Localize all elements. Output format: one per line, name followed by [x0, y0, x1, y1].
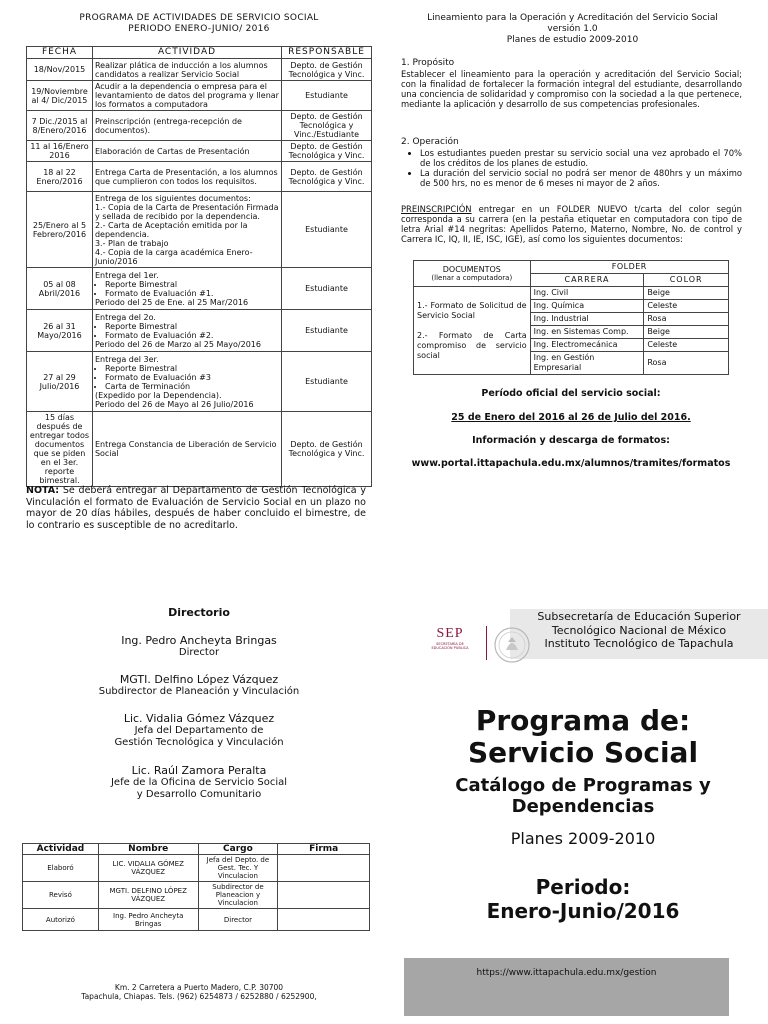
actividad-cell	[92, 268, 281, 310]
folder-header: FOLDER	[530, 261, 728, 274]
cover-planes: Planes 2009-2010	[510, 829, 656, 848]
actividad-cell: Autorizó	[23, 909, 99, 931]
proposito-section	[401, 58, 742, 109]
institution-header	[510, 610, 768, 651]
person-name: MGTI. Delfino López Vázquez	[119, 673, 279, 686]
folder-table	[413, 260, 729, 375]
color-cell: Celeste	[644, 339, 729, 352]
actividad-tail: Periodo del 26 de Marzo al 25 Mayo/2016	[94, 339, 261, 349]
table-row	[23, 882, 370, 909]
header-responsable: RESPONSABLE	[282, 47, 372, 59]
person-role: Jefe de la Oficina de Servicio Social	[110, 777, 287, 788]
cover-title-line1: Programa de:	[475, 704, 691, 737]
cover-periodo	[398, 875, 768, 923]
actividad-cell: Elaboración de Cartas de Presentación	[92, 141, 281, 162]
person-name: Ing. Pedro Ancheyta Bringas	[121, 634, 277, 647]
actividad-cell: Elaboró	[23, 855, 99, 882]
mexico-coat-of-arms-icon	[492, 624, 532, 666]
address	[26, 983, 372, 1001]
firma-cell	[278, 882, 370, 909]
color-cell: Celeste	[644, 300, 729, 313]
person-role: Gestión Tecnológica y Vinculación	[114, 737, 284, 748]
nota-text: Se deberá entregar al Departamento de Gestión Tecnológica y Vinculación el formato de Evaluación de Servicio Social en un plazo no mayor de 20 días hábiles, después de haber concluido el bimestre, de lo contrario es susceptible de no acreditarlo.	[26, 485, 366, 531]
proposito-title: 1. Propósito	[401, 58, 455, 68]
actividad-cell: Realizar plática de inducción a los alumnos candidatos a realizar Servicio Social	[92, 59, 281, 81]
directorio-title: Directorio	[168, 606, 230, 619]
actividad-line: 4.- Copia de la carga académica Enero-Junio/2016	[94, 247, 253, 266]
sep-logo-sub2: EDUCACIÓN PÚBLICA	[431, 646, 469, 650]
actividad-cell: Entrega Carta de Presentación, a los alumnos que cumplieron con todos los requisitos.	[92, 162, 281, 192]
actividad-bullets	[95, 364, 279, 391]
lineamiento-title-line3: Planes de estudio 2009-2010	[506, 35, 639, 45]
table-header-row	[23, 844, 370, 855]
responsable-cell: Estudiante	[282, 192, 372, 268]
preinscripcion-text: entregar en un FOLDER NUEVO t/carta del color según corresponda a su carrera (en la pestaña etiquetar en computadora con tipo de letra Arial #14 negritas: Apellidos Paterno, Materno, Nombre, No. de control y Carrera IC, IQ, II, IE, ISC, IGE), así como los siguientes documentos:	[401, 204, 742, 244]
directorio-person	[26, 712, 372, 749]
table-row	[27, 111, 372, 141]
actividad-cell: Revisó	[23, 882, 99, 909]
fecha-cell: 25/Enero al 5 Febrero/2016	[27, 192, 93, 268]
sep-logo-text: SEP	[436, 626, 464, 641]
fecha-cell: 26 al 31 Mayo/2016	[27, 310, 93, 352]
table-row	[27, 141, 372, 162]
table-row	[27, 81, 372, 111]
nombre-cell: LIC. VIDALIA GÓMEZ VÁZQUEZ	[98, 855, 198, 882]
carrera-cell: Ing. en Gestión Empresarial	[530, 352, 644, 375]
directorio-person	[26, 673, 372, 698]
fecha-cell: 19/Noviembre al 4/ Dic/2015	[27, 81, 93, 111]
fecha-cell: 18/Nov/2015	[27, 59, 93, 81]
lineamiento-title-line2: versión 1.0	[547, 24, 598, 34]
actividad-tail: (Expedido por la Dependencia).	[94, 390, 222, 400]
actividad-bullets	[95, 322, 279, 340]
periodo-oficial-label: Período oficial del servicio social:	[481, 388, 661, 399]
carrera-header: CARRERA	[530, 274, 644, 287]
footer-url[interactable]: https://www.ittapachula.edu.mx/gestion	[476, 968, 657, 978]
address-line2: Tapachula, Chiapas. Tels. (962) 6254873 / 6252880 / 6252900,	[81, 992, 317, 1001]
directorio-person	[26, 634, 372, 659]
carrera-cell: Ing. Electromecánica	[530, 339, 644, 352]
carrera-cell: Ing. Industrial	[530, 313, 644, 326]
docs-header	[414, 261, 531, 287]
cargo-cell: Jefa del Depto. de Gest. Tec. Y Vinculacion	[198, 855, 278, 882]
table-row	[23, 855, 370, 882]
cover-title-line2: Servicio Social	[467, 736, 699, 769]
doc-1: 1.- Formato de Solicitud de Servicio Social	[417, 300, 527, 320]
actividad-cell	[92, 310, 281, 352]
header-actividad: Actividad	[23, 844, 99, 855]
responsable-cell: Depto. de Gestión Tecnológica y Vinc.	[282, 141, 372, 162]
actividad-tail: Periodo del 26 de Mayo al 26 Julio/2016	[94, 399, 254, 409]
cargo-cell: Subdirector de Planeacion y Vinculacion	[198, 882, 278, 909]
operacion-bullets	[401, 148, 742, 188]
person-role: y Desarrollo Comunitario	[136, 789, 262, 800]
firma-table	[22, 843, 370, 931]
table-header-row	[27, 47, 372, 59]
person-role: Director	[178, 647, 220, 658]
institution-line2: Tecnológico Nacional de México	[551, 623, 727, 637]
address-line1: Km. 2 Carretera a Puerto Madero, C.P. 30700	[114, 983, 284, 992]
sep-logo-sub1: SECRETARÍA DE	[436, 642, 464, 646]
color-header: COLOR	[644, 274, 729, 287]
proposito-text: Establecer el lineamiento para la operación y acreditación del Servicio Social; con la finalidad de fortalecer la formación integral del estudiante, desarrollando una conciencia de solidaridad y compromiso con la sociedad a la que pertenece, mediante la aplicación y desarrollo de sus competencias profesionales.	[401, 69, 742, 109]
list-item: • Formato de Evaluación #1.	[105, 289, 279, 298]
header-cargo: Cargo	[198, 844, 278, 855]
responsable-cell: Depto. de Gestión Tecnológica y Vinc.	[282, 162, 372, 192]
list-item: • Formato de Evaluación #2.	[105, 331, 279, 340]
fecha-cell: 05 al 08 Abril/2016	[27, 268, 93, 310]
header-fecha: FECHA	[27, 47, 93, 59]
periodo-oficial-value: 25 de Enero del 2016 al 26 de Julio del 2016.	[451, 412, 691, 423]
sep-logo-sub	[415, 642, 485, 650]
operacion-title: 2. Operación	[401, 137, 459, 147]
lineamiento-title	[400, 13, 745, 46]
info-url[interactable]: www.portal.ittapachula.edu.mx/alumnos/tramites/formatos	[411, 458, 731, 469]
actividad-line: 3.- Plan de trabajo	[94, 238, 169, 248]
logo-divider	[486, 626, 487, 660]
responsable-cell: Estudiante	[282, 352, 372, 412]
cargo-cell: Director	[198, 909, 278, 931]
fecha-cell: 11 al 16/Enero 2016	[27, 141, 93, 162]
fecha-cell: 18 al 22 Enero/2016	[27, 162, 93, 192]
nota-label: NOTA:	[26, 485, 60, 496]
firma-cell	[278, 855, 370, 882]
info-label: Información y descarga de formatos:	[472, 435, 670, 446]
institution-line1: Subsecretaría de Educación Superior	[537, 610, 741, 623]
actividad-line: Entrega de los siguientes documentos:	[94, 193, 251, 203]
cover-subtitle-line2: Dependencias	[511, 796, 655, 817]
nota-paragraph	[26, 485, 366, 531]
color-cell: Rosa	[644, 352, 729, 375]
color-cell: Beige	[644, 287, 729, 300]
carrera-cell: Ing. Civil	[530, 287, 644, 300]
list-item: • Reporte Bimestral	[105, 280, 279, 289]
header-nombre: Nombre	[98, 844, 198, 855]
fecha-cell: 7 Dic./2015 al 8/Enero/2016	[27, 111, 93, 141]
nombre-cell: MGTI. DELFINO LÓPEZ VÁZQUEZ	[98, 882, 198, 909]
docs-header-label: DOCUMENTOS	[442, 264, 501, 274]
fecha-cell: 27 al 29 Julio/2016	[27, 352, 93, 412]
table-header-row	[414, 261, 729, 274]
doc-2: 2.- Formato de Carta compromiso de servicio social	[417, 330, 527, 360]
preinscripcion-label: PREINSCRIPCIÓN	[401, 204, 472, 214]
actividad-line: 2.- Carta de Aceptación emitida por la dependencia.	[94, 220, 248, 239]
docs-cell	[414, 287, 531, 375]
actividad-cell: Entrega Constancia de Liberación de Servicio Social	[92, 412, 281, 487]
color-cell: Rosa	[644, 313, 729, 326]
person-name: Lic. Raúl Zamora Peralta	[131, 764, 267, 777]
directorio-person	[26, 764, 372, 801]
cover-periodo-line2: Enero-Junio/2016	[486, 899, 680, 923]
actividad-bullets	[95, 280, 279, 298]
cover-subtitle-line1: Catálogo de Programas y	[455, 775, 711, 796]
actividad-head: Entrega del 2o.	[94, 312, 156, 322]
sep-logo	[415, 626, 485, 664]
person-role: Jefa del Departamento de	[134, 725, 264, 736]
responsable-cell: Depto. de Gestión Tecnológica y Vinc.	[282, 59, 372, 81]
activities-title	[26, 13, 372, 35]
firma-cell	[278, 909, 370, 931]
lineamiento-title-line1: Lineamiento para la Operación y Acreditación del Servicio Social	[427, 13, 718, 23]
list-item: • Reporte Bimestral	[105, 364, 279, 373]
color-cell: Beige	[644, 326, 729, 339]
responsable-cell: Depto. de Gestión Tecnológica y Vinc.	[282, 412, 372, 487]
table-row	[23, 909, 370, 931]
cover-title	[398, 705, 768, 769]
table-row	[27, 268, 372, 310]
list-item: • Carta de Terminación	[105, 382, 279, 391]
cover-periodo-line1: Periodo:	[535, 875, 631, 899]
docs-header-sub: (llenar a computadora)	[431, 273, 513, 282]
responsable-cell: Estudiante	[282, 310, 372, 352]
actividad-cell: Acudir a la dependencia o empresa para el levantamiento de datos del programa y llenar los formatos a computadora	[92, 81, 281, 111]
list-item: • Formato de Evaluación #3	[105, 373, 279, 382]
table-row	[27, 352, 372, 412]
operacion-section	[401, 137, 742, 188]
fecha-cell: 15 días después de entregar todos documentos que se piden en el 3er. reporte bimestral.	[27, 412, 93, 487]
carrera-cell: Ing. Química	[530, 300, 644, 313]
table-row	[27, 310, 372, 352]
nombre-cell: Ing. Pedro Ancheyta Bringas	[98, 909, 198, 931]
table-row	[27, 162, 372, 192]
actividad-cell: Preinscripción (entrega-recepción de documentos).	[92, 111, 281, 141]
list-item: • Reporte Bimestral	[105, 322, 279, 331]
responsable-cell: Estudiante	[282, 268, 372, 310]
responsable-cell: Estudiante	[282, 81, 372, 111]
activities-table	[26, 46, 372, 487]
header-actividad: ACTIVIDAD	[92, 47, 281, 59]
actividad-head: Entrega del 1er.	[94, 270, 159, 280]
list-item: • Los estudiantes pueden prestar su servicio social una vez aprobado el 70% de los créditos de los planes de estudio.	[420, 148, 742, 168]
actividad-tail: Periodo del 25 de Ene. al 25 Mar/2016	[94, 297, 249, 307]
preinscripcion-paragraph	[401, 204, 742, 244]
carrera-cell: Ing. en Sistemas Comp.	[530, 326, 644, 339]
actividad-head: Entrega del 3er.	[94, 354, 159, 364]
institution-line3: Instituto Tecnológico de Tapachula	[544, 637, 734, 650]
activities-title-line2: PERIODO ENERO-JUNIO/ 2016	[128, 24, 270, 34]
actividad-cell	[92, 352, 281, 412]
cover-subtitle	[398, 775, 768, 817]
table-row	[27, 59, 372, 81]
table-row	[27, 192, 372, 268]
responsable-cell: Depto. de Gestión Tecnológica y Vinc./Estudiante	[282, 111, 372, 141]
actividad-line: 1.- Copia de la Carta de Presentación Firmada y sellada de recibido por la dependencia.	[94, 202, 279, 221]
person-name: Lic. Vidalia Gómez Vázquez	[123, 712, 275, 725]
person-role: Subdirector de Planeación y Vinculación	[98, 686, 300, 697]
table-row	[414, 287, 729, 300]
activities-title-line1: PROGRAMA DE ACTIVIDADES DE SERVICIO SOCIAL	[79, 13, 319, 23]
actividad-cell	[92, 192, 281, 268]
table-row	[27, 412, 372, 487]
list-item: • La duración del servicio social no podrá ser menor de 480hrs y un máximo de 500 hrs, no es menor de 6 meses ni mayor de 2 años.	[420, 168, 742, 188]
footer-bar	[404, 958, 729, 1016]
header-firma: Firma	[278, 844, 370, 855]
